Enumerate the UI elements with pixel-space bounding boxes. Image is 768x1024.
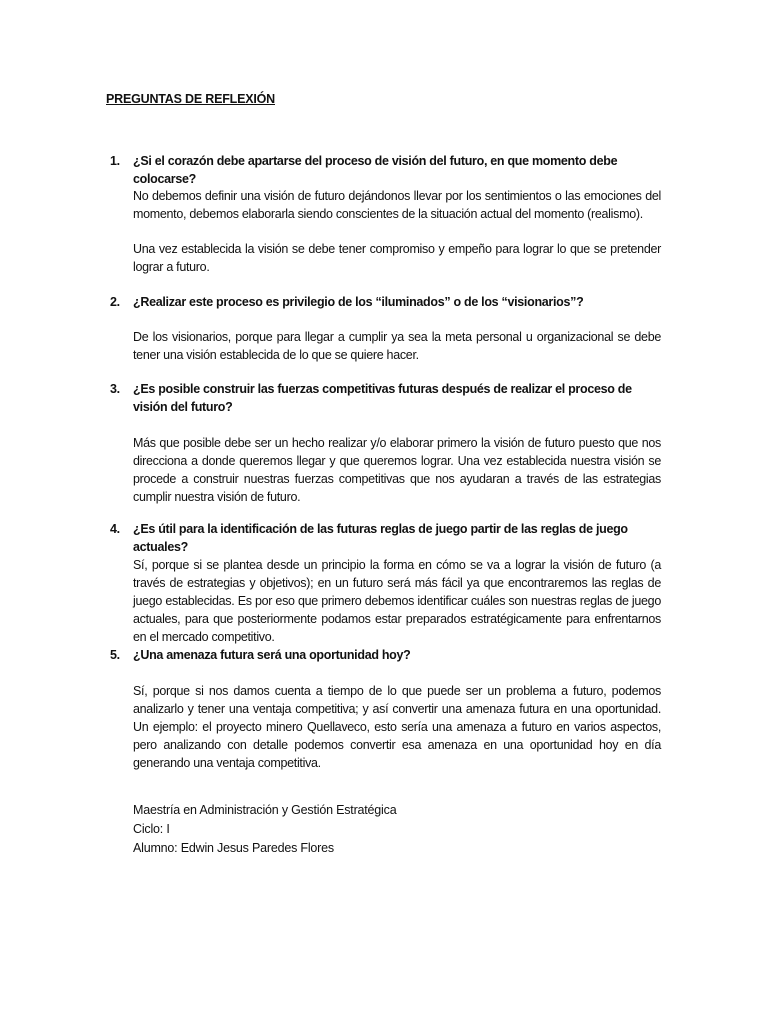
question-text: ¿Es posible construir las fuerzas competitivas futuras después de realizar el proceso de visión del futuro? xyxy=(133,382,632,414)
question-number: 2. xyxy=(110,295,120,309)
question-text: ¿Es útil para la identificación de las futuras reglas de juego partir de las reglas de juego actuales? xyxy=(133,522,628,554)
question-number: 1. xyxy=(110,154,120,168)
question-3 xyxy=(110,380,662,416)
answer-4-paragraph-1: Sí, porque si se plantea desde un principio la forma en cómo se va a lograr la visión de futuro (a través de estrategias y objetivos); en un futuro será más fácil ya que encontraremos las reglas de juego establecidas. Es por eso que primero debemos identificar cuáles son nuestras reglas de juego actuales, para que posteriormente podamos estar preparados estratégicamente para enfrentarnos en el mercado competitivo. xyxy=(133,558,661,644)
question-text: ¿Una amenaza futura será una oportunidad hoy? xyxy=(133,648,411,662)
question-number: 4. xyxy=(110,522,120,536)
question-1 xyxy=(110,152,662,188)
document-title: PREGUNTAS DE REFLEXIÓN xyxy=(106,92,275,106)
question-5 xyxy=(110,646,662,664)
footer-cycle: Ciclo: I xyxy=(133,822,170,836)
question-number: 5. xyxy=(110,648,120,662)
footer-student: Alumno: Edwin Jesus Paredes Flores xyxy=(133,841,334,855)
answer-5-paragraph-1: Sí, porque si nos damos cuenta a tiempo de lo que puede ser un problema a futuro, podemos analizarlo y tener una ventaja competitiva; y así convertir una amenaza futura en una oportunidad. Un ejemplo: el proyecto minero Quellaveco, esto sería una amenaza a futuro en varios aspectos, pero analizando con detalle podemos convertir esa amenaza en una oportunidad hoy en día generando una ventaja competitiva. xyxy=(133,684,661,770)
question-text: ¿Realizar este proceso es privilegio de los “iluminados” o de los “visionarios”? xyxy=(133,295,584,309)
footer-program: Maestría en Administración y Gestión Estratégica xyxy=(133,803,397,817)
answer-1-paragraph-2: Una vez establecida la visión se debe tener compromiso y empeño para lograr lo que se pretender lograr a futuro. xyxy=(133,242,661,274)
answer-3-paragraph-1: Más que posible debe ser un hecho realizar y/o elaborar primero la visión de futuro puesto que nos direcciona a donde queremos llegar y que queremos lograr. Una vez establecida nuestra visión se procede a construir nuestras fuerzas competitivas que nos ayudaran a través de las estrategias cumplir nuestra visión de futuro. xyxy=(133,436,661,504)
answer-1-paragraph-1: No debemos definir una visión de futuro dejándonos llevar por los sentimientos o las emociones del momento, debemos elaborarla siendo conscientes de la situación actual del momento (realismo). xyxy=(133,189,661,221)
document-footer xyxy=(133,801,396,858)
question-4 xyxy=(110,520,662,556)
answer-2-paragraph-1: De los visionarios, porque para llegar a cumplir ya sea la meta personal u organizacional se debe tener una visión establecida de lo que se quiere hacer. xyxy=(133,330,661,362)
question-number: 3. xyxy=(110,382,120,396)
question-2 xyxy=(110,293,662,311)
question-text: ¿Si el corazón debe apartarse del proceso de visión del futuro, en que momento debe colocarse? xyxy=(133,154,618,186)
